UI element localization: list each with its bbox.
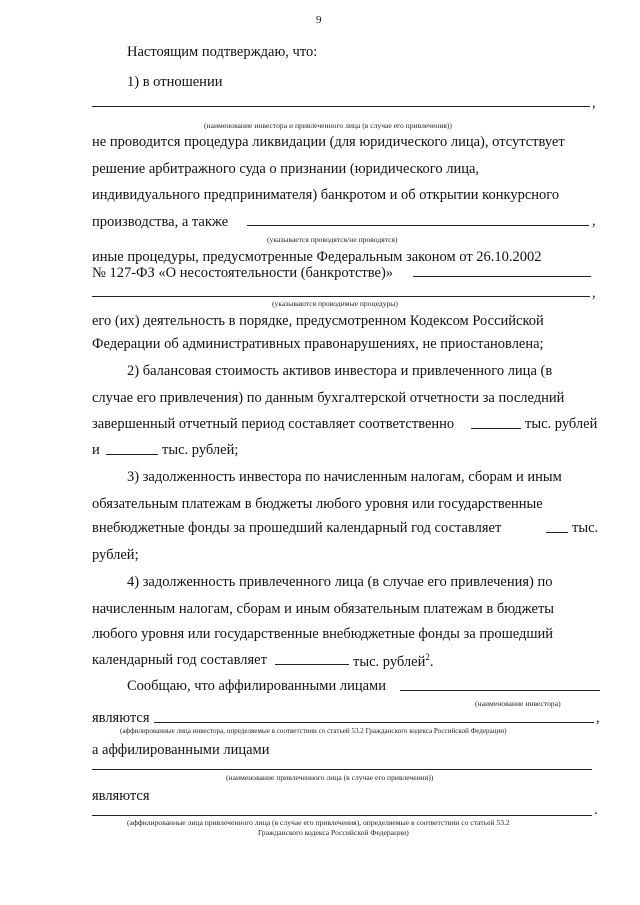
text-line: № 127-ФЗ «О несостоятельности (банкротстве)»: [92, 265, 394, 281]
blank-investor-debt: [546, 532, 568, 533]
unit-label: тыс. рублей;: [162, 442, 239, 458]
period: .: [594, 802, 598, 818]
comma: ,: [592, 95, 596, 111]
caption-attracted-name: (наименование привлеченного лица (в случае его привлечения)): [226, 773, 434, 782]
text-line: внебюджетные фонды за прошедший календарный год составляет: [92, 520, 502, 536]
text-line: а аффилированными лицами: [92, 742, 270, 758]
text-line: его (их) деятельность в порядке, предусмотренном Кодексом Российской: [92, 313, 544, 329]
text-line: индивидуального предпринимателя) банкротом и об открытии конкурсного: [92, 187, 560, 203]
caption-investor-name: (наименование инвестора и привлеченного лица (в случае его привлечения)): [204, 121, 452, 130]
text-line: календарный год составляет: [92, 652, 267, 668]
blank-attracted-assets: [106, 454, 158, 455]
item-2-line: 2) балансовая стоимость активов инвестора и привлеченного лица (в: [127, 363, 553, 379]
text-line: завершенный отчетный период составляет соответственно: [92, 416, 455, 432]
blank-line-procedures-status: [247, 225, 589, 226]
text-line: решение арбитражного суда о признании (юридического лица,: [92, 161, 480, 177]
period: .: [429, 653, 434, 670]
text-line: рублей;: [92, 547, 139, 563]
caption-investor: (наименование инвестора): [475, 699, 561, 708]
text-line: случае его привлечения) по данным бухгалтерской отчетности за последний: [92, 390, 565, 406]
caption-attracted-affiliates: (аффилированные лица привлеченного лица (в случае его привлечения), определяемые в соответствии со статьей 53.2: [127, 818, 510, 827]
page-number: 9: [316, 14, 322, 26]
text-line: и: [92, 442, 100, 458]
comma: ,: [592, 285, 596, 301]
blank-investor-affiliates: [154, 722, 594, 723]
text-line: являются: [92, 710, 150, 726]
text-line: иные процедуры, предусмотренные Федеральным законом от 26.10.2002: [92, 249, 542, 265]
unit-label: [353, 653, 433, 669]
text-line: любого уровня или государственные внебюджетные фонды за прошедший: [92, 626, 554, 642]
text-line: не проводится процедура ликвидации (для юридического лица), отсутствует: [92, 134, 565, 150]
blank-investor-name: [400, 690, 600, 691]
intro-line: Настоящим подтверждаю, что:: [127, 44, 318, 60]
caption-attracted-affiliates-cont: Гражданского кодекса Российской Федерации): [258, 828, 409, 837]
blank-line-procedures-cont: [92, 296, 590, 297]
blank-line-investor: [92, 106, 590, 107]
item-3-line: 3) задолженность инвестора по начисленным налогам, сборам и иным: [127, 469, 562, 485]
caption-investor-affiliates: (аффилированные лица инвестора, определяемые в соответствии со статьей 53.2 Гражданского кодекса Российской Федерации): [120, 727, 507, 735]
text-line: производства, а также: [92, 214, 229, 230]
blank-investor-assets: [471, 428, 521, 429]
blank-line-procedures: [413, 276, 591, 277]
caption-procedures: (указываются проводимые процедуры): [272, 299, 398, 308]
comma: ,: [592, 213, 596, 229]
blank-attracted-debt: [275, 664, 349, 665]
item-4-line: 4) задолженность привлеченного лица (в случае его привлечения) по: [127, 574, 553, 590]
text-line: являются: [92, 788, 150, 804]
text-line: обязательным платежам в бюджеты любого уровня или государственные: [92, 496, 543, 512]
affiliates-line: Сообщаю, что аффилированными лицами: [127, 678, 386, 694]
unit-label: тыс.: [572, 520, 599, 536]
unit-label: тыс. рублей: [525, 416, 598, 432]
blank-attracted-affiliates: [92, 815, 592, 816]
unit-text: тыс. рублей: [353, 653, 426, 670]
item-1-heading: 1) в отношении: [127, 74, 223, 90]
footnote-marker: 2: [425, 652, 430, 662]
text-line: Федерации об административных правонарушениях, не приостановлена;: [92, 336, 544, 352]
comma: ,: [596, 710, 600, 726]
blank-attracted-name: [92, 769, 592, 770]
text-line: начисленным налогам, сборам и иным обязательным платежам в бюджеты: [92, 601, 555, 617]
caption-procedures-status: (указывается проводятся/не проводятся): [267, 235, 398, 244]
